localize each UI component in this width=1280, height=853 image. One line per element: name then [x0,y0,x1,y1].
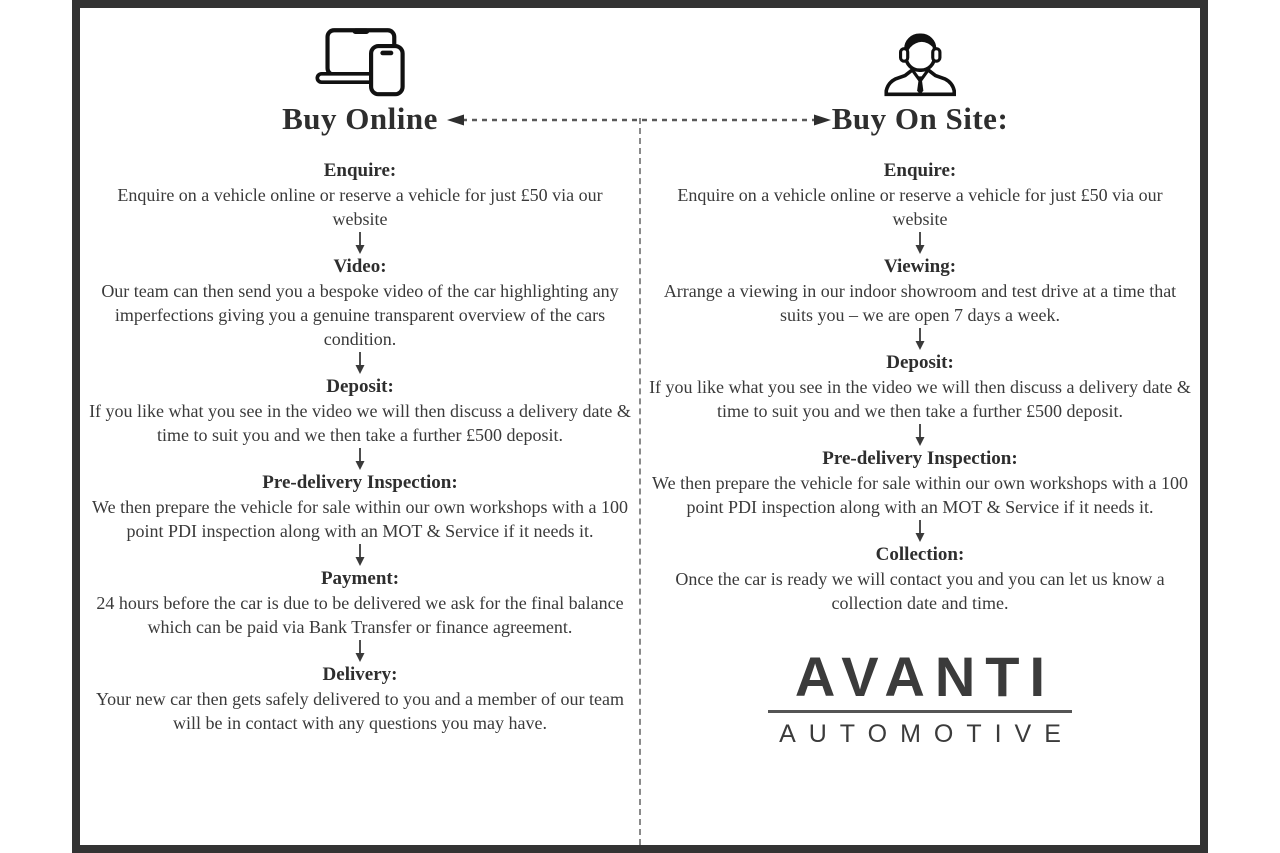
step-title: Deposit: [886,352,954,373]
buy-online-steps [88,145,632,735]
down-arrow-icon [648,327,1192,351]
step-body: Our team can then send you a bespoke video of the car highlighting any imperfections giving you a genuine transparent overview of the cars condition. [101,281,619,349]
step-enquire [648,159,1192,255]
down-arrow-icon [88,351,632,375]
column-buy-on-site [640,8,1200,845]
laptop-phone-icon [309,21,411,97]
down-arrow-icon [88,447,632,471]
step-title: Delivery: [322,664,398,685]
step-deposit [88,375,632,471]
step-pre-delivery-inspection [88,471,632,567]
step-body: We then prepare the vehicle for sale within our own workshops with a 100 point PDI inspection along with an MOT & Service if it needs it. [92,497,628,541]
column-buy-online [80,8,640,845]
step-body: Enquire on a vehicle online or reserve a vehicle for just £50 via our website [117,185,603,229]
step-body: Enquire on a vehicle online or reserve a vehicle for just £50 via our website [677,185,1163,229]
step-title: Pre-delivery Inspection: [822,448,1018,469]
buy-online-title: Buy Online [282,101,438,136]
down-arrow-icon [88,543,632,567]
avanti-automotive-logo [648,647,1192,748]
step-body: Once the car is ready we will contact you and you can let us know a collection date and time. [675,569,1165,613]
step-body: If you like what you see in the video we will then discuss a delivery date & time to suit you and we then take a further £500 deposit. [649,377,1191,421]
step-title: Payment: [320,568,400,589]
step-body: We then prepare the vehicle for sale within our own workshops with a 100 point PDI inspection along with an MOT & Service if it needs it. [652,473,1188,517]
logo-divider [768,710,1072,713]
flyer-frame [72,0,1208,853]
logo-subtitle: AUTOMOTIVE [779,720,1074,748]
salesperson-icon [880,21,960,97]
step-delivery [88,663,632,735]
step-body: 24 hours before the car is due to be delivered we ask for the final balance which can be paid via Bank Transfer or finance agreement. [96,593,624,637]
step-enquire [88,159,632,255]
down-arrow-icon [648,231,1192,255]
step-title: Collection: [875,544,965,565]
buy-on-site-steps [648,145,1192,615]
down-arrow-icon [648,423,1192,447]
column-divider [639,118,641,845]
step-title: Viewing: [883,256,957,277]
step-collection [648,543,1192,615]
step-title: Video: [333,256,387,277]
step-title: Enquire: [323,160,397,181]
down-arrow-icon [648,519,1192,543]
logo-name: AVANTI [794,645,1056,708]
step-body: If you like what you see in the video we will then discuss a delivery date & time to suit you and we then take a further £500 deposit. [89,401,631,445]
step-payment [88,567,632,663]
step-body: Arrange a viewing in our indoor showroom and test drive at a time that suits you – we are open 7 days a week. [663,281,1177,325]
step-video [88,255,632,375]
down-arrow-icon [88,639,632,663]
step-title: Pre-delivery Inspection: [262,472,458,493]
step-title: Deposit: [326,376,394,397]
step-deposit [648,351,1192,447]
down-arrow-icon [88,231,632,255]
step-pre-delivery-inspection [648,447,1192,543]
step-viewing [648,255,1192,351]
step-title: Enquire: [883,160,957,181]
buy-on-site-title: Buy On Site: [831,101,1009,136]
step-body: Your new car then gets safely delivered to you and a member of our team will be in contact with any questions you may have. [95,689,624,733]
